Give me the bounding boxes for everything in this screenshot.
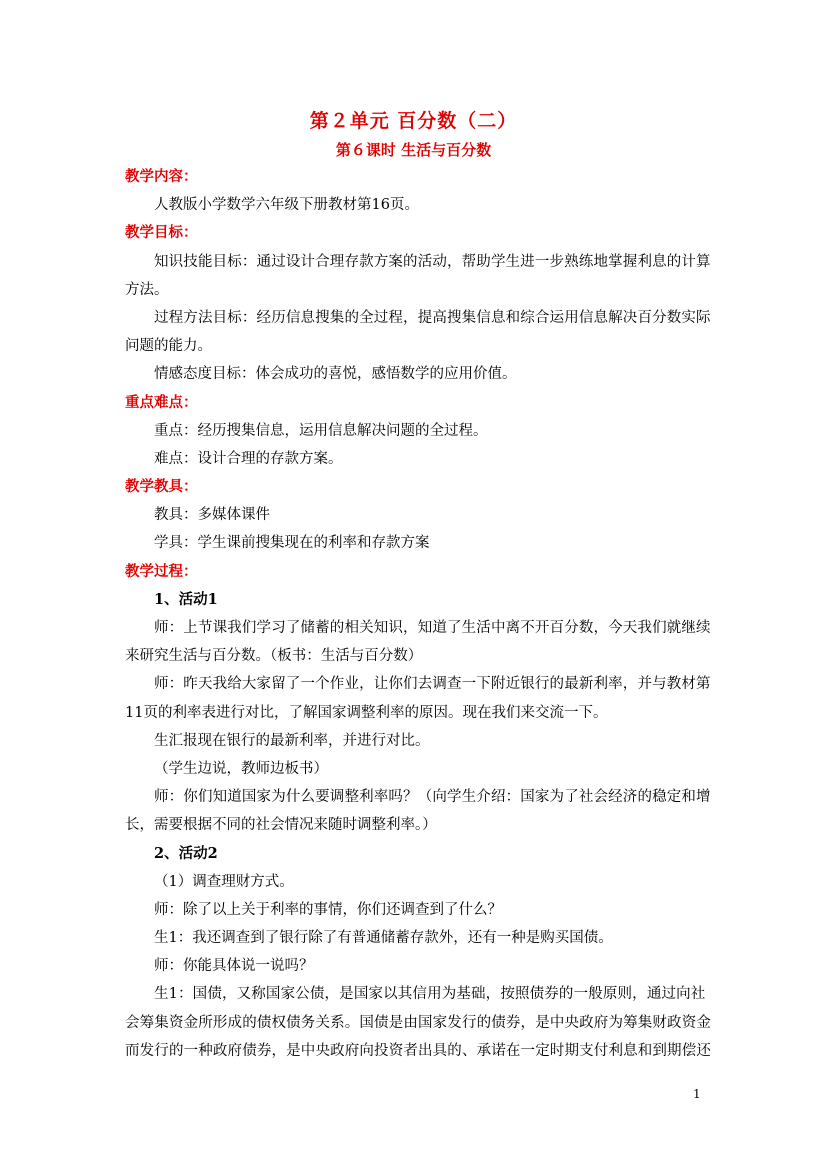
page-number: 1 <box>693 1087 701 1101</box>
paragraph-line: 11页的利率表进行对比，了解国家调整利率的原因。现在我们来交流一下。 <box>125 704 608 721</box>
paragraph-line: 过程方法目标：经历信息搜集的全过程，提高搜集信息和综合运用信息解决百分数实际 <box>154 309 711 326</box>
paragraph-line: 方法。 <box>125 281 169 298</box>
document-subtitle: 第６课时 生活与百分数 <box>335 141 492 159</box>
paragraph-line: 人教版小学数学六年级下册教材第16页。 <box>154 197 419 214</box>
paragraph-line: 难点：设计合理的存款方案。 <box>154 450 343 467</box>
paragraph-line: 重点：经历搜集信息，运用信息解决问题的全过程。 <box>154 422 488 439</box>
paragraph-line: （1）调查理财方式。 <box>154 873 294 890</box>
section-heading-teaching-aids: 教学教具： <box>125 478 198 496</box>
paragraph-line: （学生边说，教师边板书） <box>154 760 328 777</box>
paragraph-line: 生1：我还调查到了银行除了有普通储蓄存款外，还有一种是购买国债。 <box>154 930 613 947</box>
paragraph-line: 教具：多媒体课件 <box>154 507 270 524</box>
paragraph-line: 学具：学生课前搜集现在的利率和存款方案 <box>154 535 430 552</box>
section-heading-content: 教学内容： <box>125 168 198 185</box>
section-heading-objectives: 教学目标： <box>125 224 198 242</box>
paragraph-line: 问题的能力。 <box>125 338 212 355</box>
paragraph-line: 情感态度目标：体会成功的喜悦，感悟数学的应用价值。 <box>154 366 517 383</box>
section-heading-key-points: 重点难点： <box>125 393 198 411</box>
paragraph-line: 生汇报现在银行的最新利率，并进行对比。 <box>154 732 430 749</box>
paragraph-line: 会筹集资金所形成的债权债务关系。国债是由国家发行的债券，是中央政府为筹集财政资金 <box>125 1014 711 1031</box>
paragraph-line: 师：上节课我们学习了储蓄的相关知识，知道了生活中离不开百分数，今天我们就继续 <box>154 620 711 636</box>
paragraph-line: 而发行的一种政府债券，是中央政府向投资者出具的、承诺在一定时期支付利息和到期偿还 <box>125 1042 711 1059</box>
paragraph-line: 师：你能具体说一说吗？ <box>154 958 314 975</box>
paragraph-line: 生1：国债，又称国家公债，是国家以其信用为基础，按照债券的一般原则，通过向社 <box>154 986 706 1003</box>
paragraph-line: 知识技能目标：通过设计合理存款方案的活动，帮助学生进一步熟练地掌握利息的计算 <box>154 253 711 270</box>
activity-heading: 2、活动2 <box>154 844 218 862</box>
document-body <box>125 163 711 1065</box>
activity-heading: 1、活动1 <box>154 590 218 608</box>
paragraph-line: 师：除了以上关于利率的事情，你们还调查到了什么？ <box>154 901 502 918</box>
paragraph-line: 师：昨天我给大家留了一个作业，让你们去调查一下附近银行的最新利率，并与教材第 <box>154 676 711 693</box>
paragraph-line: 来研究生活与百分数。（板书：生活与百分数） <box>125 648 423 665</box>
paragraph-line: 师：你们知道国家为什么要调整利率吗？（向学生介绍：国家为了社会经济的稳定和增 <box>154 789 711 806</box>
paragraph-line: 长，需要根据不同的社会情况来随时调整利率。） <box>125 817 437 834</box>
document-title: 第２单元 百分数（二） <box>309 110 518 132</box>
section-heading-process: 教学过程： <box>125 562 198 580</box>
